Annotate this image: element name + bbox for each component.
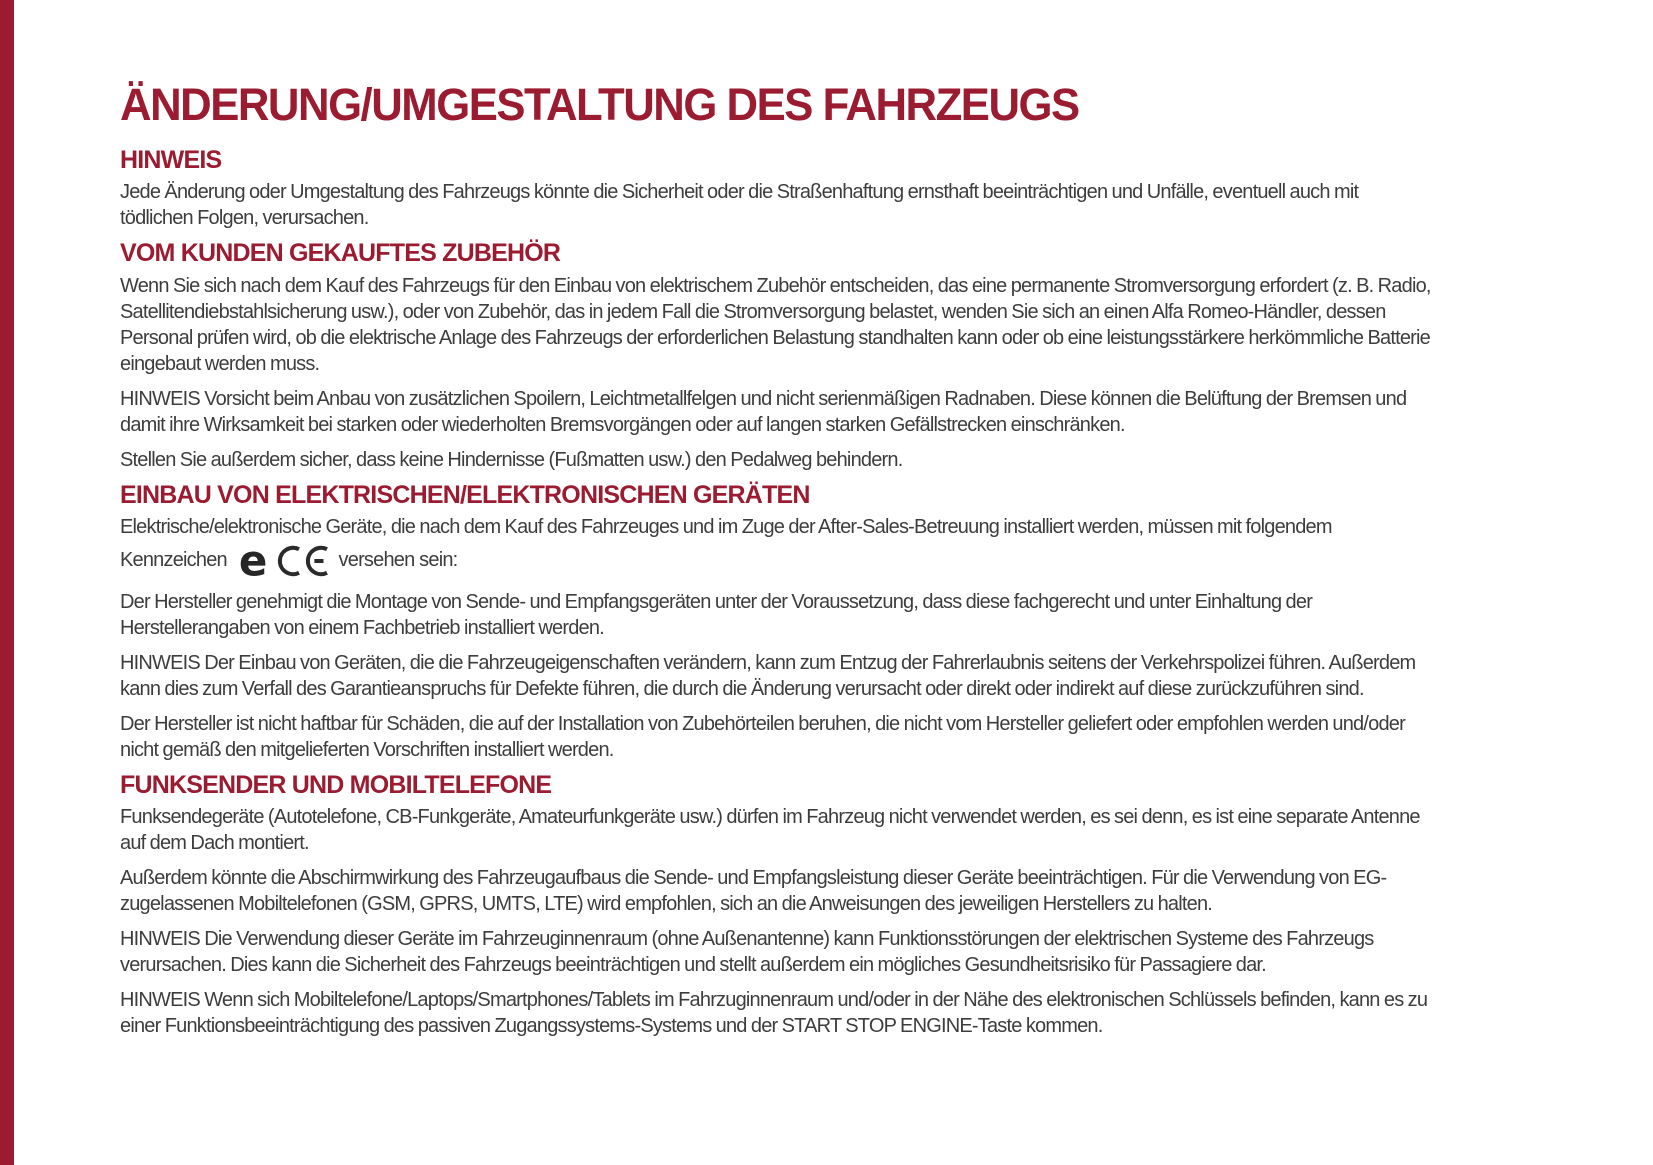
paragraph: Wenn Sie sich nach dem Kauf des Fahrzeugs für den Einbau von elektrischem Zubehör entscheiden, das eine permanente Stromversorgung erfordert (z. B. Radio, Satellitendiebstahlsicherung usw.), oder von Zubehör, das in jedem Fall die Stromversorgung belastet, wenden Sie sich an einen Alfa Romeo-Händler, dessen Personal prüfen wird, ob die elektrische Anlage des Fahrzeugs der erforderlichen Belastung standhalten kann oder ob eine leistungsstärkere herkömmliche Batterie eingebaut werden muss. [120,274,1431,375]
paragraph: HINWEIS Vorsicht beim Anbau von zusätzlichen Spoilern, Leichtmetallfelgen und nicht serienmäßigen Radnaben. Diese können die Belüftung der Bremsen und damit ihre Wirksamkeit bei starken oder wiederholten Bremsvorgängen oder auf langen starken Gefällstrecken einschränken. [120,387,1407,436]
page-title: ÄNDERUNG/UMGESTALTUNG DES FAHRZEUGS [120,79,1079,130]
section-funksender [120,772,1432,1039]
paragraph: Jede Änderung oder Umgestaltung des Fahrzeugs könnte die Sicherheit oder die Straßenhaftung ernsthaft beeinträchtigen und Unfälle, eventuell auch mit tödlichen Folgen, verursachen. [120,181,1359,230]
kennzeichen-prefix-label: Kennzeichen [120,549,227,572]
paragraph: HINWEIS Wenn sich Mobiltelefone/Laptops/Smartphones/Tablets im Fahrzuginnenraum und/oder in der Nähe des elektronischen Schlüssels befinden, kann es zu einer Funktionsbeeinträchtigung des passiven Zugangssystems-Systems und der START STOP ENGINE-Taste kommen. [120,989,1428,1037]
paragraph: HINWEIS Der Einbau von Geräten, die die Fahrzeugeigenschaften verändern, kann zum Entzug der Fahrerlaubnis seitens der Verkehrspolizei führen. Außerdem kann dies zum Verfall des Garantieanspruchs für Defekte führen, die durch die Änderung verursacht oder direkt oder indirekt auf diese zurückzuführen sind. [120,651,1416,700]
section-heading-hinweis: HINWEIS [120,146,222,174]
section-heading-zubehoer: VOM KUNDEN GEKAUFTES ZUBEHÖR [120,239,561,268]
e-approval-mark-icon: e [238,535,267,586]
paragraph: Außerdem könnte die Abschirmwirkung des Fahrzeugaufbaus die Sende- und Empfangsleistung dieser Geräte beeinträchtigen. Für die Verwendung von EG-zugelassenen Mobiltelefonen (GSM, GPRS, UMTS, LTE) wird empfohlen, sich an die Anweisungen des jeweiligen Herstellers zu halten. [120,867,1387,915]
paragraph: HINWEIS Die Verwendung dieser Geräte im Fahrzeuginnenraum (ohne Außenantenne) kann Funktionsstörungen der elektrischen Systeme des Fahrzeugs verursachen. Dies kann die Sicherheit des Fahrzeugs beeinträchtigen und stellt außerdem ein mögliches Gesundheitsrisiko für Passagiere dar. [120,928,1374,976]
paragraph: Der Hersteller ist nicht haftbar für Schäden, die auf der Installation von Zubehörteilen beruhen, die nicht vom Hersteller geliefert oder empfohlen werden und/oder nicht gemäß den mitgelieferten Vorschriften installiert werden. [120,712,1405,761]
paragraph: Der Hersteller genehmigt die Montage von Sende- und Empfangsgeräten unter der Voraussetzung, dass diese fachgerecht und unter Einhaltung der Herstellerangaben von einem Fachbetrieb installiert werden. [120,590,1313,639]
kennzeichen-line [120,535,1432,586]
kennzeichen-suffix-label: versehen sein: [338,549,458,572]
section-zubehoer [120,240,1432,472]
paragraph: Funksendegeräte (Autotelefone, CB-Funkgeräte, Amateurfunkgeräte usw.) dürfen im Fahrzeug nicht verwendet werden, es sei denn, es ist eine separate Antenne auf dem Dach montiert. [120,806,1420,854]
section-heading-funksender: FUNKSENDER UND MOBILTELEFONE [120,770,552,799]
section-heading-einbau: EINBAU VON ELEKTRISCHEN/ELEKTRONISCHEN GERÄTEN [120,480,810,509]
section-hinweis [120,147,1432,231]
page-edge-accent-bar [0,0,14,1165]
paragraph: Elektrische/elektronische Geräte, die nach dem Kauf des Fahrzeuges und im Zuge der After-Sales-Betreuung installiert werden, müssen mit folgendem [120,515,1332,538]
ce-mark-icon [277,544,329,578]
paragraph: Stellen Sie außerdem sicher, dass keine Hindernisse (Fußmatten usw.) den Pedalweg behindern. [120,448,903,471]
manual-page-content [120,79,1432,1048]
section-einbau-geraete [120,482,1432,763]
